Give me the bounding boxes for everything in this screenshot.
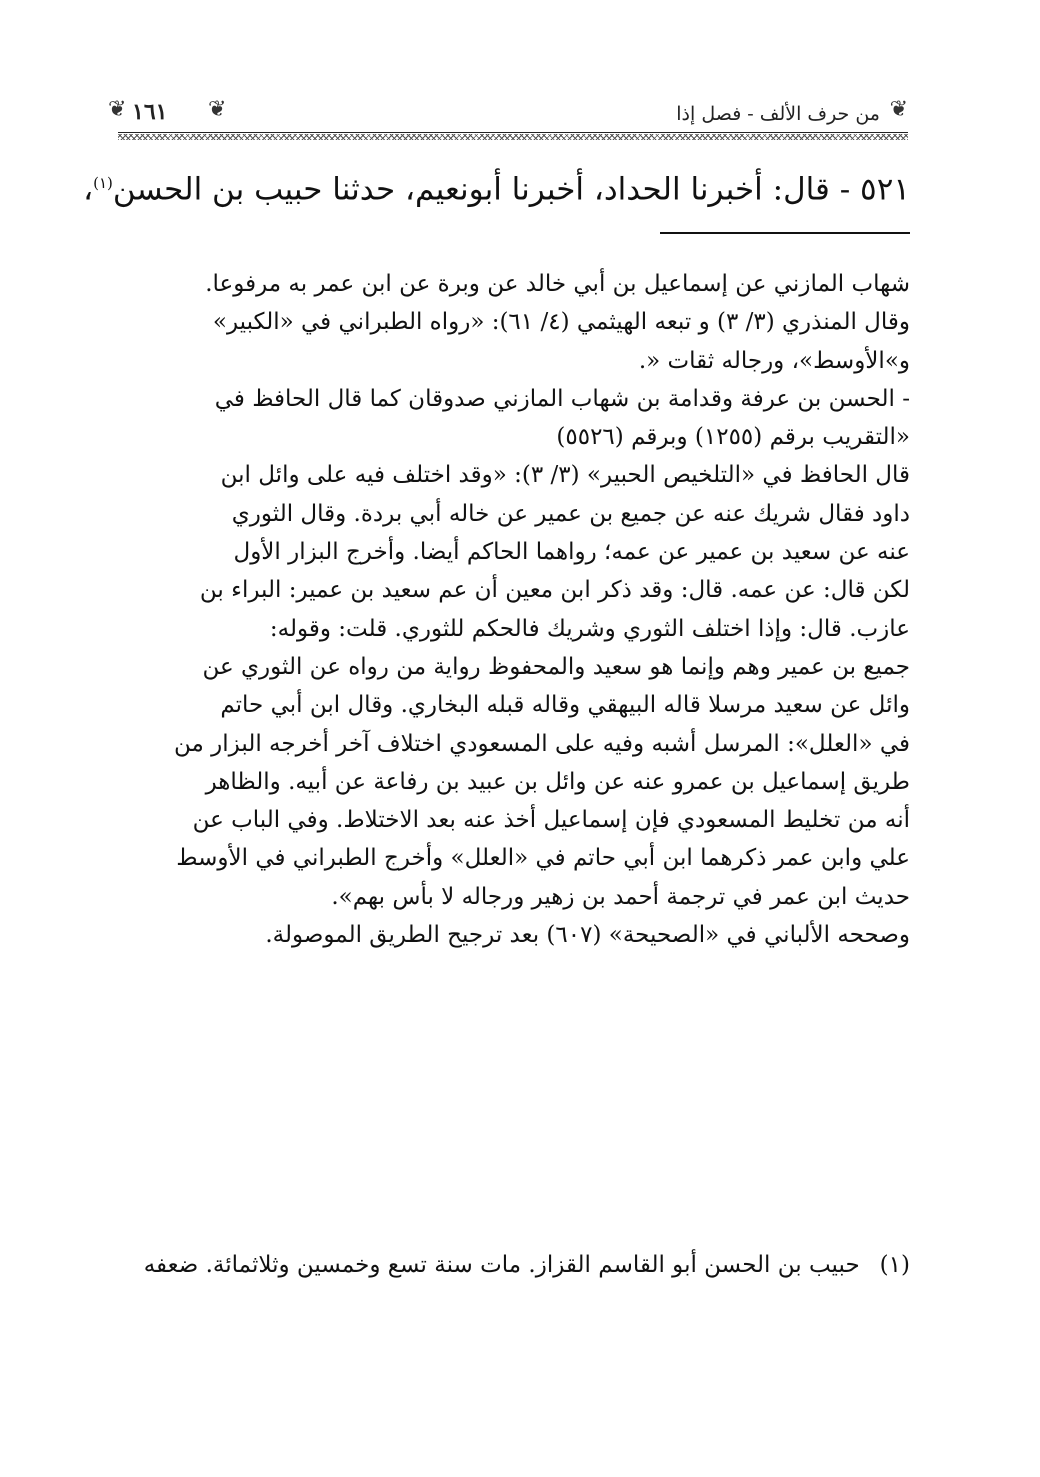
note-line: وصححه الألباني في «الصحيحة» (٦٠٧) بعد ترجيح الطريق الموصولة. bbox=[265, 922, 910, 949]
note-line: شهاب المازني عن إسماعيل بن أبي خالد عن وبرة عن ابن عمر به مرفوعا. bbox=[205, 271, 910, 297]
note-line: داود فقال شريك عنه عن جميع بن عمير عن خاله أبي بردة. وقال الثوري bbox=[231, 500, 910, 527]
note-line: وقال المنذري (٣/ ٣) و تبعه الهيثمي (٤/ ٦١): «رواه الطبراني في «الكبير» bbox=[212, 309, 910, 336]
footnote-number: (١) bbox=[879, 1252, 910, 1278]
note-line: علي وابن عمر ذكرهما ابن أبي حاتم في «العلل» وأخرج الطبراني في الأوسط bbox=[176, 845, 910, 872]
hadith-text bbox=[83, 158, 910, 214]
ornament-right-icon: ❦ bbox=[889, 97, 908, 122]
note-line: عنه عن سعيد بن عمير عن عمه؛ رواهما الحاكم أيضا. وأخرج البزار الأول bbox=[233, 539, 910, 566]
footnote-reference[interactable]: (١) bbox=[93, 174, 113, 192]
note-line: جميع بن عمير وهم وإنما هو سعيد والمحفوظ رواية من رواه عن الثوري عن bbox=[202, 653, 910, 680]
note-line: قال الحافظ في «التلخيص الحبير» (٣/ ٣): «وقد اختلف فيه على وائل ابن bbox=[220, 462, 910, 489]
note-line: «التقريب برقم (١٢٥٥) وبرقم (٥٥٢٦) bbox=[556, 424, 910, 451]
note-line: طريق إسماعيل بن عمرو عنه عن وائل بن عبيد بن رفاعة عن أبيه. والظاهر bbox=[205, 768, 910, 795]
note-line: عازب. قال: وإذا اختلف الثوري وشريك فالحكم للثوري. قلت: وقوله: bbox=[269, 615, 910, 642]
page-number: ١٦١ bbox=[132, 99, 168, 125]
note-line: لكن قال: عن عمه. قال: وقد ذكر ابن معين أن عم سعيد بن عمير: البراء بن bbox=[199, 577, 910, 604]
ornament-left-icon: ❦ bbox=[108, 97, 127, 122]
footnote bbox=[120, 1246, 910, 1284]
footnote-separator bbox=[660, 232, 910, 234]
header-rule bbox=[118, 132, 908, 133]
note-line: أنه من تخليط المسعودي فإن إسماعيل أخذ عنه بعد الاختلاط. وفي الباب عن bbox=[192, 807, 910, 834]
note-line: في «العلل»: المرسل أشبه وفيه على المسعودي اختلاف آخر أخرجه البزار من bbox=[174, 730, 910, 757]
note-line: - الحسن بن عرفة وقدامة بن شهاب المازني صدوقان كما قال الحافظ في bbox=[214, 385, 910, 412]
hadith-trailing-comma: ، bbox=[83, 171, 94, 208]
note-line: حديث ابن عمر في ترجمة أحمد بن زهير ورجاله لا بأس بهم». bbox=[331, 883, 910, 910]
footnote-text: حبيب بن الحسن أبو القاسم القزاز. مات سنة تسع وخمسين وثلاثمائة. ضعفه bbox=[143, 1252, 860, 1278]
running-title: من حرف الألف - فصل إذا bbox=[676, 103, 880, 125]
note-line: و»الأوسط»، ورجاله ثقات «. bbox=[638, 347, 910, 374]
ornament-page-icon: ❦ bbox=[208, 97, 227, 122]
header-hatch-border bbox=[118, 134, 908, 140]
notes-block bbox=[120, 265, 910, 954]
running-header bbox=[108, 95, 908, 135]
hadith-line: ٥٢١ - قال: أخبرنا الحداد، أخبرنا أبونعيم، حدثنا حبيب بن الحسن bbox=[112, 171, 910, 208]
note-line: وائل عن سعيد مرسلا قاله البيهقي وقاله قبله البخاري. وقال ابن أبي حاتم bbox=[220, 692, 910, 719]
